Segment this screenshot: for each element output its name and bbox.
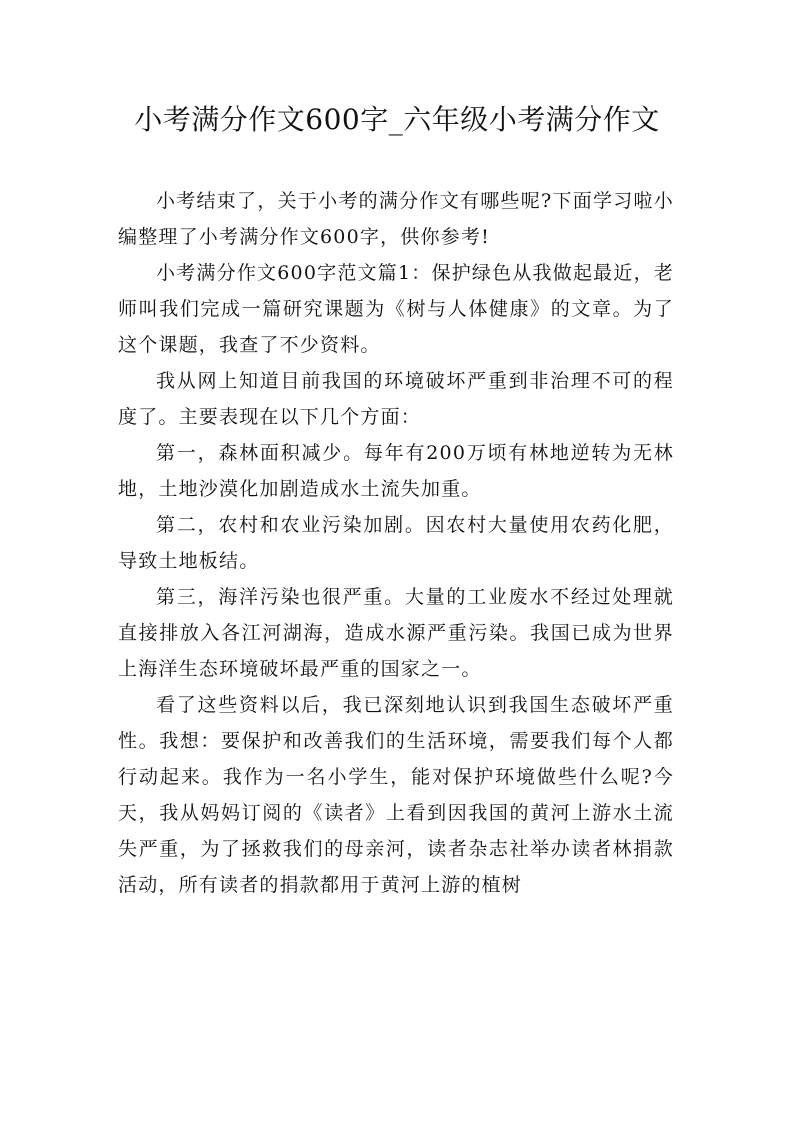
paragraph: 第一，森林面积减少。每年有200万顷有林地逆转为无林地，土地沙漠化加剧造成水土流失加重。 bbox=[118, 442, 674, 500]
paragraph: 第二，农村和农业污染加剧。因农村大量使用农药化肥，导致土地板结。 bbox=[118, 514, 674, 572]
paragraph: 第三，海洋污染也很严重。大量的工业废水不经过处理就直接排放入各江河湖海，造成水源严重污染。我国已成为世界上海洋生态环境破坏最严重的国家之一。 bbox=[118, 586, 674, 680]
document-title: 小考满分作文600字_六年级小考满分作文 bbox=[134, 103, 660, 136]
document-body bbox=[118, 183, 674, 903]
paragraph: 看了这些资料以后，我已深刻地认识到我国生态破坏严重性。我想：要保护和改善我们的生活环境，需要我们每个人都行动起来。我作为一名小学生，能对保护环境做些什么呢?今天，我从妈妈订阅的《读者》上看到因我国的黄河上游水土流失严重，为了拯救我们的母亲河，读者杂志社举办读者林捐款活动，所有读者的捐款都用于黄河上游的植树 bbox=[118, 694, 674, 896]
paragraph: 小考结束了，关于小考的满分作文有哪些呢?下面学习啦小编整理了小考满分作文600字，供你参考! bbox=[118, 190, 674, 248]
paragraph: 小考满分作文600字范文篇1：保护绿色从我做起最近，老师叫我们完成一篇研究课题为《树与人体健康》的文章。为了这个课题，我查了不少资料。 bbox=[118, 262, 674, 356]
paragraph: 我从网上知道目前我国的环境破坏严重到非治理不可的程度了。主要表现在以下几个方面： bbox=[118, 370, 674, 428]
